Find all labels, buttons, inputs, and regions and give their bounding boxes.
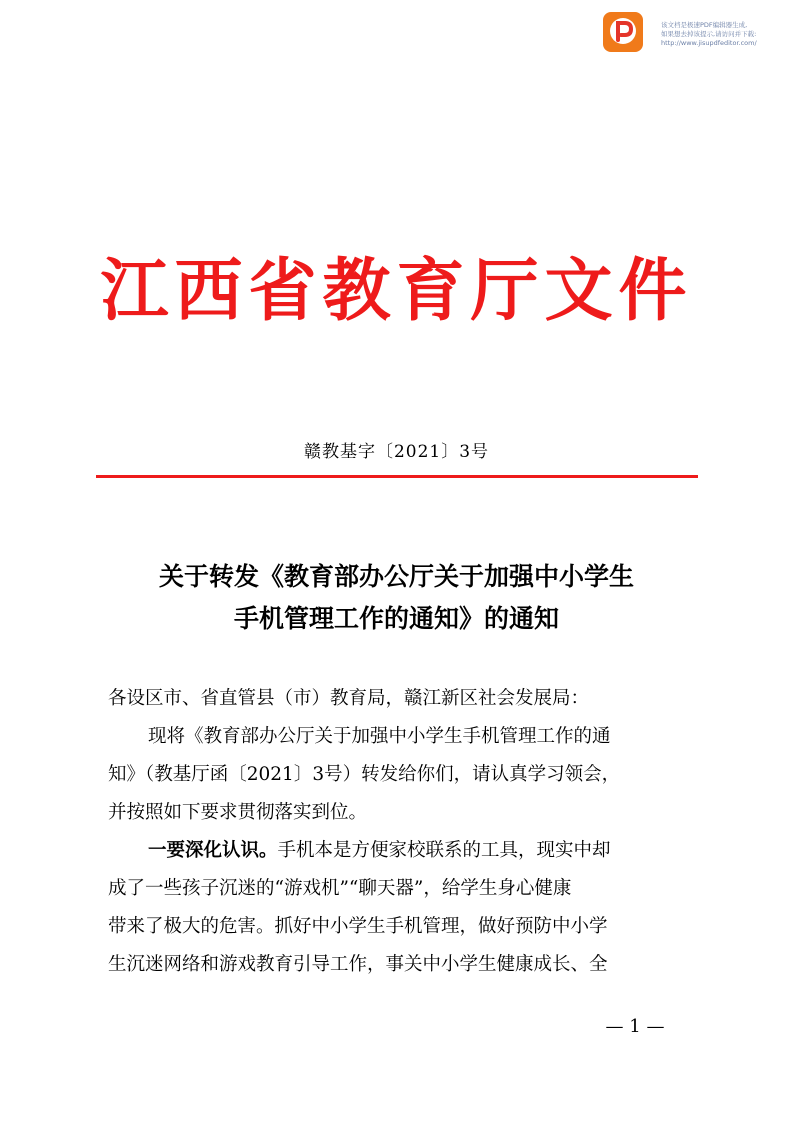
paragraph-1-line-1: 现将《教育部办公厅关于加强中小学生手机管理工作的通 — [148, 726, 611, 747]
title-line-2: 手机管理工作的通知》的通知 — [233, 604, 559, 633]
red-divider-line — [96, 475, 698, 478]
document-header-title: 江西省教育厅文件 — [100, 251, 693, 331]
paragraph-1-line-3: 并按照如下要求贯彻落实到位。 — [108, 802, 368, 823]
paragraph-2-lead: 一要深化认识。 — [148, 840, 278, 861]
document-number: 赣教基字〔2021〕3号 — [303, 442, 490, 462]
watermark-text — [661, 21, 791, 48]
paragraph-2-line-4: 生沉迷网络和游戏教育引导工作，事关中小学生健康成长、全 — [108, 954, 608, 975]
paragraph-2-first-text: 手机本是方便家校联系的工具，现实中却 — [277, 840, 611, 861]
paragraph-2-line-1 — [108, 832, 688, 870]
salutation: 各设区市、省直管县（市）教育局，赣江新区社会发展局： — [108, 688, 590, 709]
paragraph-2-line-2: 成了一些孩子沉迷的“游戏机”“聊天器”，给学生身心健康 — [108, 878, 572, 899]
document-title — [90, 556, 703, 640]
watermark-line-1: 该文档是极速PDF编辑器生成, — [661, 21, 748, 29]
watermark — [603, 12, 785, 56]
watermark-line-2: 如果想去掉该提示,请访问并下载: — [661, 30, 757, 38]
page-number: — 1 — — [605, 1016, 665, 1037]
pdf-editor-logo-icon — [603, 12, 643, 52]
title-line-1: 关于转发《教育部办公厅关于加强中小学生 — [158, 562, 634, 591]
document-body — [108, 680, 688, 984]
paragraph-1-line-2: 知》（教基厅函〔2021〕3号）转发给你们，请认真学习领会， — [108, 764, 621, 785]
watermark-link[interactable]: http://www.jisupdfeditor.com/ — [661, 39, 757, 47]
paragraph-2-line-3: 带来了极大的危害。抓好中小学生手机管理，做好预防中小学 — [108, 916, 608, 937]
